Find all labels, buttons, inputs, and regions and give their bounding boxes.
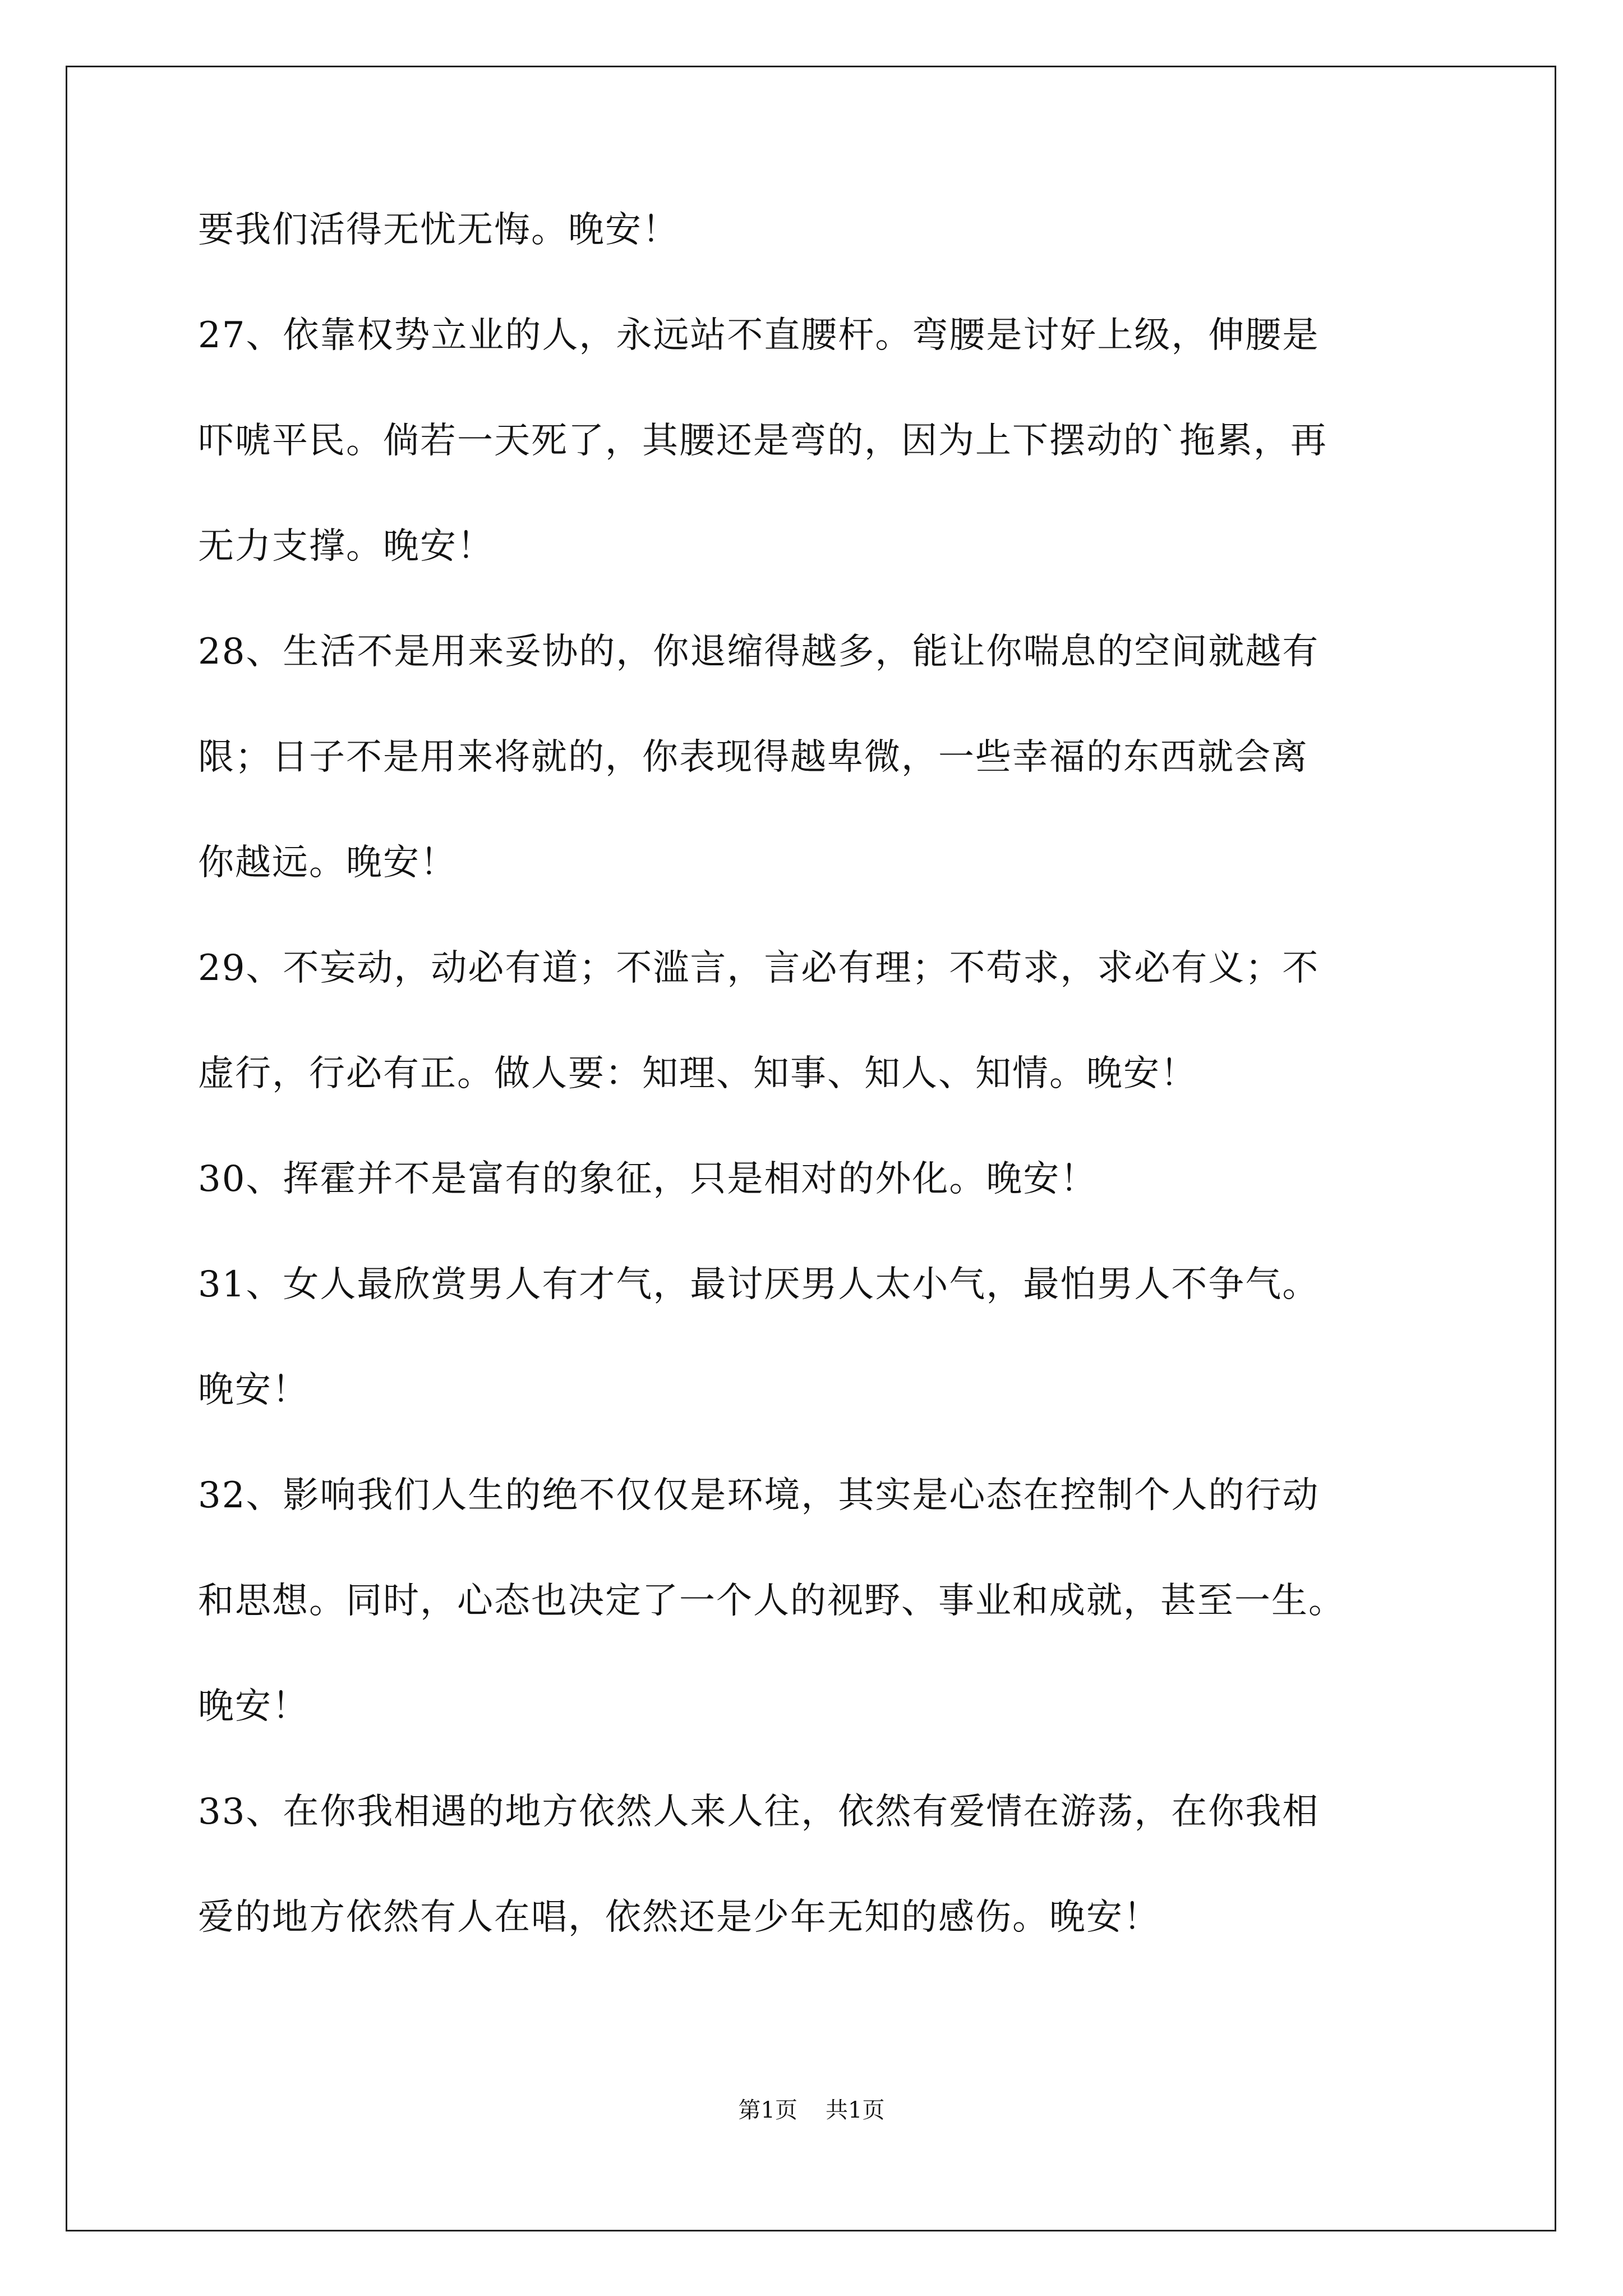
text-line: 晚安！ <box>198 1369 309 1411</box>
text-line: 晚安！ <box>198 1686 309 1727</box>
text-line: 29、不妄动，动必有道；不滥言，言必有理；不苟求，求必有义；不 <box>198 947 1320 989</box>
text-line: 28、生活不是用来妥协的，你退缩得越多，能让你喘息的空间就越有 <box>198 631 1320 673</box>
page-footer <box>0 2096 1623 2124</box>
text-line: 33、在你我相遇的地方依然人来人往，依然有爱情在游荡，在你我相 <box>198 1791 1320 1833</box>
text-line: 吓唬平民。倘若一天死了，其腰还是弯的，因为上下摆动的`拖累，再 <box>198 420 1327 462</box>
text-line: 和思想。同时，心态也决定了一个人的视野、事业和成就，甚至一生。 <box>198 1580 1345 1622</box>
text-line: 限；日子不是用来将就的，你表现得越卑微，一些幸福的东西就会离 <box>198 737 1308 778</box>
text-line: 爱的地方依然有人在唱，依然还是少年无知的感伤。晚安！ <box>198 1897 1160 1938</box>
text-line: 27、依靠权势立业的人，永远站不直腰杆。弯腰是讨好上级，伸腰是 <box>198 315 1320 356</box>
text-line: 32、影响我们人生的绝不仅仅是环境，其实是心态在控制个人的行动 <box>198 1475 1320 1516</box>
text-line: 无力支撑。晚安！ <box>198 526 494 567</box>
page-number: 第1页 <box>738 2097 797 2123</box>
text-line: 你越远。晚安！ <box>198 842 457 884</box>
page-total: 共1页 <box>826 2097 885 2123</box>
text-line: 要我们活得无忧无悔。晚安！ <box>198 209 679 251</box>
text-line: 31、女人最欣赏男人有才气，最讨厌男人太小气，最怕男人不争气。 <box>198 1264 1320 1305</box>
text-line: 30、挥霍并不是富有的象征，只是相对的外化。晚安！ <box>198 1158 1098 1200</box>
text-line: 虚行，行必有正。做人要：知理、知事、知人、知情。晚安！ <box>198 1053 1197 1094</box>
